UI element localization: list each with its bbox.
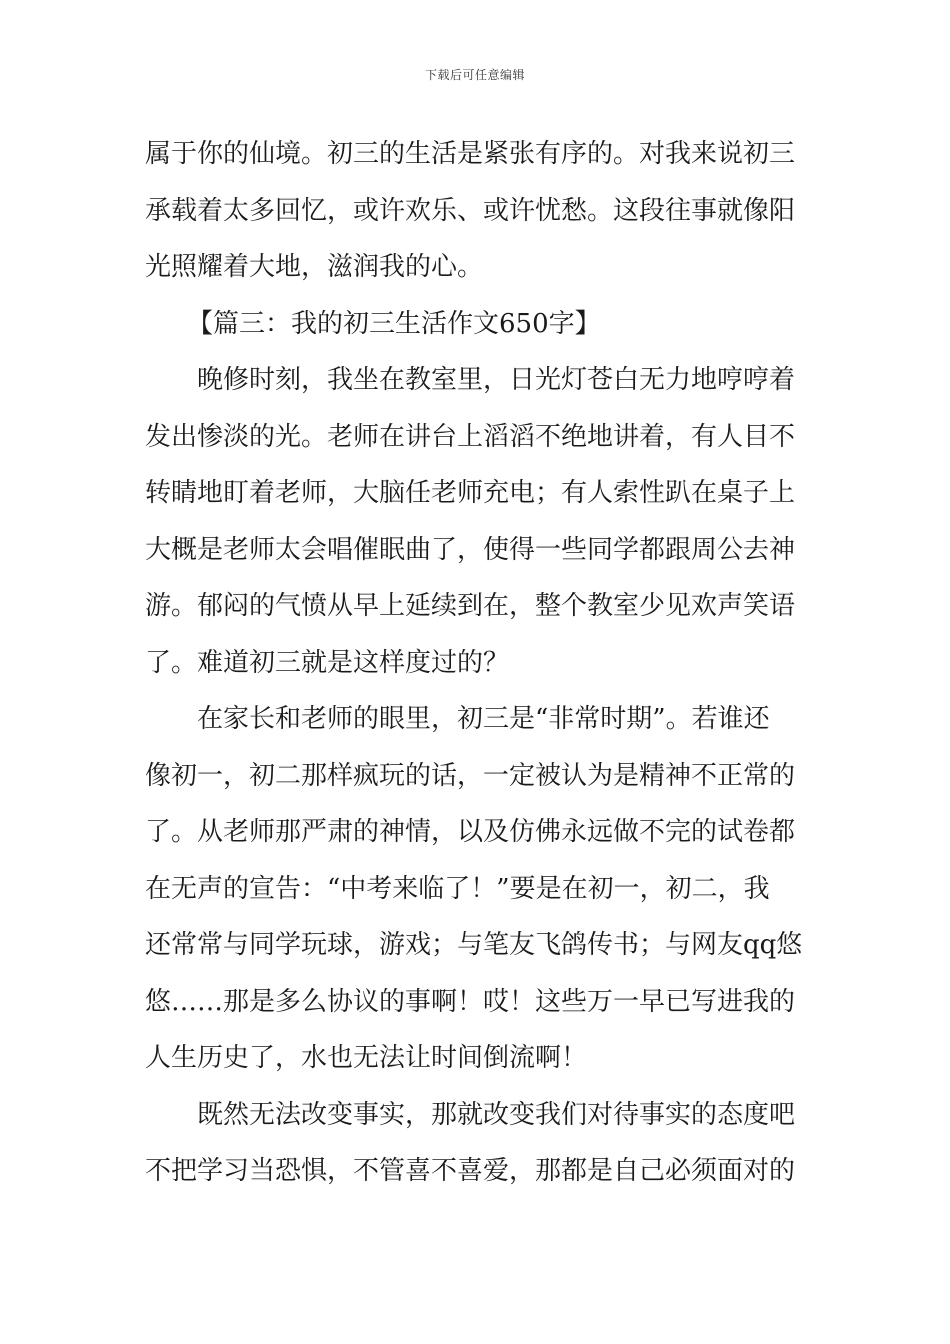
text-line: 承载着太多回忆，或许欢乐、或许忧愁。这段往事就像阳: [145, 195, 796, 226]
text-line: 大概是老师太会唱催眠曲了，使得一些同学都跟周公去神: [145, 534, 796, 565]
text-line: 像初一，初二那样疯玩的话，一定被认为是精神不正常的: [145, 760, 796, 791]
text-line: 了。从老师那严肃的神情，以及仿佛永远做不完的试卷都: [145, 817, 796, 847]
text-line: 光照耀着大地，滋润我的心。: [145, 252, 484, 282]
text-line: 属于你的仙境。初三的生活是紧张有序的。对我来说初三: [145, 139, 796, 169]
text-line: 在无声的宣告：“中考来临了！”要是在初一，初二，我: [145, 873, 770, 904]
text-line: 在家长和老师的眼里，初三是“非常时期”。若谁还: [197, 704, 770, 734]
text-line: 还常常与同学玩球，游戏；与笔友飞鸽传书；与网友qq悠: [145, 930, 803, 960]
text-line: 人生历史了，水也无法让时间倒流啊！: [145, 1043, 588, 1073]
text-line: 发出惨淡的光。老师在讲台上滔滔不绝地讲着，有人目不: [145, 421, 796, 452]
text-line: 悠……那是多么协议的事啊！哎！这些万一早已写进我的: [145, 986, 796, 1017]
text-line: 不把学习当恐惧，不管喜不喜爱，那都是自己必须面对的: [145, 1156, 796, 1186]
text-line: 晚修时刻，我坐在教室里，日光灯苍白无力地哼哼着: [197, 365, 796, 395]
text-line: 既然无法改变事实，那就改变我们对待事实的态度吧: [197, 1099, 796, 1130]
section-heading: 【篇三：我的初三生活作文650字】: [187, 308, 601, 339]
page-header: 下载后可任意编辑: [424, 68, 525, 82]
text-line: 了。难道初三就是这样度过的？: [145, 647, 510, 678]
text-line: 游。郁闷的气愤从早上延续到在，整个教室少见欢声笑语: [145, 591, 796, 621]
text-line: 转睛地盯着老师，大脑任老师充电；有人索性趴在桌子上: [145, 478, 796, 508]
document-body: [145, 126, 810, 1200]
